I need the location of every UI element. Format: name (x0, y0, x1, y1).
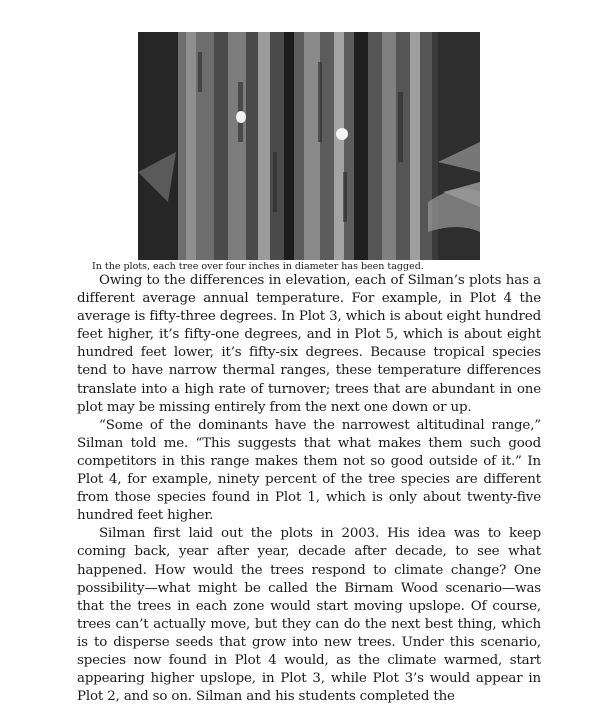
paragraph-3: Silman first laid out the plots in 2003. His idea was to keep coming back, year after year, decade after decade, to see what happened. How would the trees respond to climate change? One possibility—what might be called the Birnam Wood scenario—was that the trees in each zone would start moving upslope. Of course, trees can’t actually move, but they can do the next best thing, which is to disperse seeds that grow into new trees. Under this scenario, species now found in Plot 4 would, as the climate warmed, start appearing higher upslope, in Plot 3, while Plot 3’s would appear in Plot 2, and so on. Silman and his students completed the (77, 526, 541, 705)
tree-photo-illustration (138, 32, 480, 260)
photo-caption: In the plots, each tree over four inches in diameter has been tagged. (92, 261, 424, 272)
tree-trunks-photo (138, 32, 480, 260)
paragraph-1: Owing to the differences in elevation, each of Silman’s plots has a different average annual temperature. For example, in Plot 4 the average is fifty-three degrees. In Plot 3, which is about eight hundred feet higher, it’s fifty-one degrees, and in Plot 5, which is about eight hundred feet lower, it’s fifty-six degrees. Because tropical species tend to have narrow thermal ranges, these temperature differences translate into a high rate of turnover; trees that are abundant in one plot may be missing entirely from the next one down or up. (77, 273, 541, 415)
paragraph-2: “Some of the dominants have the narrowest altitudinal range,” Silman told me. “This suggests that what makes them such good competitors in this range makes them not so good outside of it.” In Plot 4, for example, ninety percent of the tree species are different from those species found in Plot 1, which is only about twenty-five hundred feet higher. (77, 417, 541, 524)
article-body (77, 272, 541, 706)
